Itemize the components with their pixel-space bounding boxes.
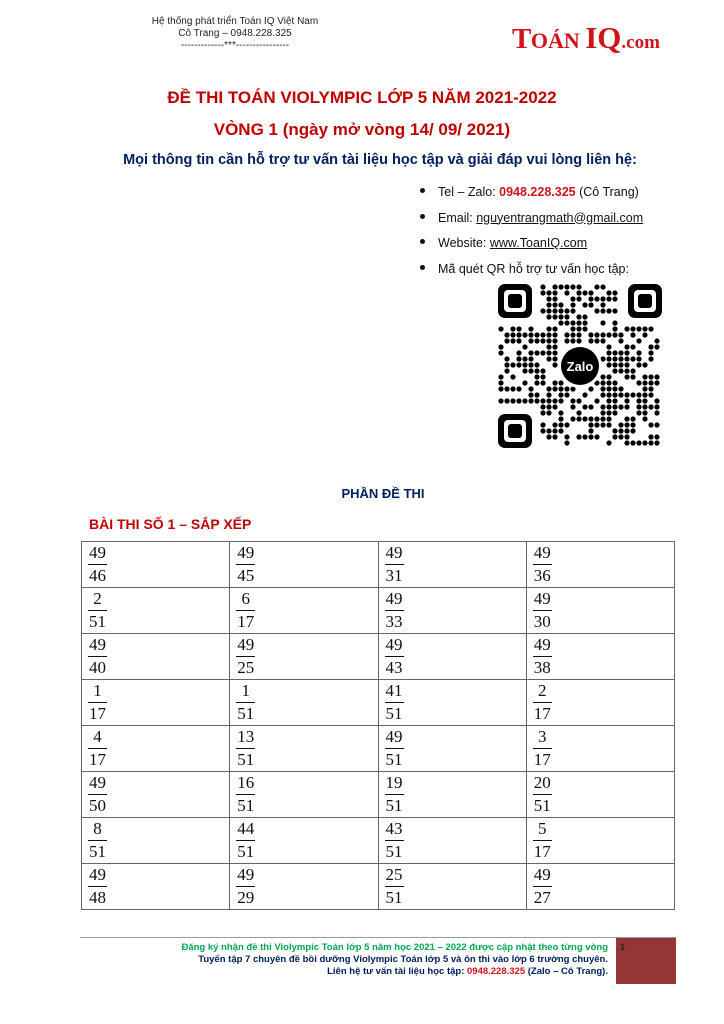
fraction	[88, 590, 107, 631]
fraction-cell[interactable]	[378, 818, 526, 864]
fraction	[385, 774, 404, 815]
exercise-title: BÀI THI SỐ 1 – SẮP XẾP	[89, 516, 252, 532]
fraction-cell[interactable]	[378, 680, 526, 726]
numerator: 25	[385, 865, 403, 884]
fraction-cell[interactable]	[526, 818, 674, 864]
fraction-cell[interactable]	[526, 542, 674, 588]
table-row	[82, 818, 675, 864]
denominator: 51	[237, 842, 255, 861]
numerator: 6	[241, 589, 250, 608]
denominator: 51	[385, 888, 403, 907]
fraction-cell[interactable]	[230, 588, 378, 634]
footer-line-1: Đăng ký nhận đề thi Violympic Toán lớp 5 năm học 2021 – 2022 được cập nhật theo từng vòng	[181, 942, 608, 953]
numerator: 43	[385, 819, 403, 838]
numerator: 41	[385, 681, 403, 700]
header-org-name: Hệ thống phát triển Toán IQ Việt Nam	[151, 16, 319, 27]
fraction-cell[interactable]	[82, 588, 230, 634]
toaniq-logo: TOÁN IQ.com	[512, 20, 660, 55]
fraction	[533, 682, 552, 723]
fraction-cell[interactable]	[526, 634, 674, 680]
denominator: 51	[89, 612, 106, 631]
fraction	[533, 544, 552, 585]
denominator: 51	[237, 796, 255, 815]
email-link[interactable]: nguyentrangmath@gmail.com	[476, 210, 644, 225]
fraction-bar	[88, 794, 107, 795]
numerator: 49	[385, 543, 403, 562]
fraction-bar	[385, 794, 404, 795]
bullet-icon	[420, 239, 425, 244]
fraction	[88, 820, 107, 861]
denominator: 29	[237, 888, 255, 907]
denominator: 38	[533, 658, 551, 677]
fraction-cell[interactable]	[230, 634, 378, 680]
denominator: 40	[89, 658, 106, 677]
denominator: 51	[237, 704, 255, 723]
fraction-bar	[236, 794, 255, 795]
fraction	[236, 682, 255, 723]
numerator: 20	[533, 773, 551, 792]
denominator: 51	[385, 750, 403, 769]
fraction-bar	[236, 886, 255, 887]
fraction-bar	[88, 656, 107, 657]
fraction-cell[interactable]	[526, 726, 674, 772]
fraction-bar	[533, 794, 552, 795]
bullet-icon	[420, 214, 425, 219]
fraction	[88, 774, 107, 815]
fraction	[533, 590, 552, 631]
numerator: 49	[237, 543, 255, 562]
denominator: 48	[89, 888, 106, 907]
denominator: 51	[533, 796, 551, 815]
numerator: 49	[533, 865, 551, 884]
footer-line-3: Liên hệ tư vấn tài liệu học tập: 0948.228.325 (Zalo – Cô Trang).	[327, 966, 608, 977]
fraction	[385, 544, 404, 585]
fraction-bar	[236, 748, 255, 749]
fraction	[236, 728, 255, 769]
fraction-bar	[385, 564, 404, 565]
numerator: 49	[89, 543, 106, 562]
contact-list	[420, 182, 643, 284]
denominator: 17	[533, 750, 551, 769]
fraction	[88, 636, 107, 677]
fraction-bar	[88, 702, 107, 703]
contact-qr: Mã quét QR hỗ trợ tư vấn học tập:	[420, 259, 643, 285]
numerator: 3	[538, 727, 547, 746]
website-link[interactable]: www.ToanIQ.com	[489, 236, 588, 250]
fraction-bar	[236, 702, 255, 703]
footer-divider	[80, 937, 676, 938]
fraction	[533, 636, 552, 677]
fraction	[236, 774, 255, 815]
numerator: 1	[93, 681, 102, 700]
denominator: 17	[237, 612, 255, 631]
fraction-bar	[533, 564, 552, 565]
fraction-bar	[88, 840, 107, 841]
fraction-bar	[385, 748, 404, 749]
numerator: 5	[538, 819, 547, 838]
denominator: 33	[385, 612, 403, 631]
numerator: 2	[538, 681, 547, 700]
denominator: 17	[89, 750, 106, 769]
header-contact: Cô Trang – 0948.228.325	[178, 28, 292, 39]
fraction	[88, 728, 107, 769]
fraction-bar	[236, 610, 255, 611]
fraction	[236, 636, 255, 677]
denominator: 25	[237, 658, 255, 677]
fraction-cell[interactable]	[378, 772, 526, 818]
contact-tel: Tel – Zalo: 0948.228.325 (Cô Trang)	[420, 182, 643, 208]
fraction	[236, 590, 255, 631]
fraction-bar	[385, 886, 404, 887]
denominator: 27	[533, 888, 551, 907]
fraction-cell[interactable]	[82, 726, 230, 772]
fraction-cell[interactable]	[526, 772, 674, 818]
table-row	[82, 680, 675, 726]
fraction	[533, 820, 552, 861]
fraction-cell[interactable]	[378, 726, 526, 772]
fraction	[236, 544, 255, 585]
fraction-bar	[88, 748, 107, 749]
numerator: 2	[93, 589, 102, 608]
numerator: 13	[237, 727, 255, 746]
header-separator: -------------***----------------	[180, 40, 290, 51]
fraction	[236, 820, 255, 861]
denominator: 51	[385, 842, 403, 861]
fraction-bar	[385, 610, 404, 611]
fraction-cell[interactable]	[378, 588, 526, 634]
table-row	[82, 864, 675, 910]
table-row	[82, 542, 675, 588]
section-title: PHẦN ĐỀ THI	[341, 486, 425, 501]
fraction-bar	[533, 656, 552, 657]
denominator: 43	[385, 658, 403, 677]
fraction-cell[interactable]	[378, 542, 526, 588]
fraction	[385, 728, 404, 769]
fraction-bar	[236, 564, 255, 565]
fraction	[88, 544, 107, 585]
fraction	[88, 866, 107, 907]
denominator: 30	[533, 612, 551, 631]
fraction-cell[interactable]	[82, 680, 230, 726]
fraction-bar	[88, 610, 107, 611]
exam-title: ĐỀ THI TOÁN VIOLYMPIC LỚP 5 NĂM 2021-2022	[167, 88, 557, 107]
numerator: 49	[533, 543, 551, 562]
fraction-cell[interactable]	[82, 864, 230, 910]
bullet-icon	[420, 265, 425, 270]
qr-zalo-label: Zalo	[566, 359, 594, 374]
numerator: 49	[533, 635, 551, 654]
footer	[80, 942, 608, 978]
fraction-cell[interactable]	[82, 634, 230, 680]
fraction	[88, 682, 107, 723]
table-row	[82, 772, 675, 818]
zalo-qr-code	[498, 284, 662, 448]
numerator: 19	[385, 773, 403, 792]
denominator: 51	[385, 704, 403, 723]
numerator: 49	[237, 865, 255, 884]
fraction	[385, 636, 404, 677]
denominator: 17	[533, 704, 551, 723]
fraction-bar	[236, 840, 255, 841]
fraction-cell[interactable]	[82, 818, 230, 864]
fraction-cell[interactable]	[230, 772, 378, 818]
fraction-bar	[385, 702, 404, 703]
numerator: 49	[89, 635, 106, 654]
numerator: 16	[237, 773, 255, 792]
fraction-cell[interactable]	[230, 680, 378, 726]
fraction	[236, 866, 255, 907]
bullet-icon	[420, 188, 425, 193]
fraction-bar	[533, 610, 552, 611]
numerator: 49	[385, 635, 403, 654]
numerator: 1	[241, 681, 250, 700]
fraction-cell[interactable]	[230, 864, 378, 910]
denominator: 45	[237, 566, 255, 585]
numerator: 4	[93, 727, 102, 746]
table-row	[82, 726, 675, 772]
fraction-table	[81, 541, 675, 910]
denominator: 17	[533, 842, 551, 861]
fraction-cell[interactable]	[378, 864, 526, 910]
fraction-bar	[88, 886, 107, 887]
contact-email: Email: nguyentrangmath@gmail.com	[420, 208, 643, 234]
fraction-bar	[236, 656, 255, 657]
table-row	[82, 588, 675, 634]
fraction-cell[interactable]	[82, 772, 230, 818]
page-number: 1	[620, 942, 626, 952]
denominator: 31	[385, 566, 403, 585]
fraction-cell[interactable]	[230, 726, 378, 772]
fraction-cell[interactable]	[378, 634, 526, 680]
fraction	[533, 774, 552, 815]
fraction-bar	[385, 656, 404, 657]
fraction-cell[interactable]	[526, 680, 674, 726]
denominator: 50	[89, 796, 106, 815]
denominator: 51	[385, 796, 403, 815]
fraction	[533, 728, 552, 769]
numerator: 49	[385, 727, 403, 746]
contact-website: Website: www.ToanIQ.com	[420, 233, 643, 259]
denominator: 17	[89, 704, 106, 723]
fraction-cell[interactable]	[230, 818, 378, 864]
fraction-bar	[385, 840, 404, 841]
numerator: 49	[385, 589, 403, 608]
numerator: 8	[93, 819, 102, 838]
fraction-bar	[88, 564, 107, 565]
fraction-cell[interactable]	[230, 542, 378, 588]
fraction-cell[interactable]	[526, 864, 674, 910]
denominator: 51	[89, 842, 106, 861]
page-number-box	[616, 938, 676, 984]
fraction-bar	[533, 886, 552, 887]
fraction-cell[interactable]	[82, 542, 230, 588]
fraction-cell[interactable]	[526, 588, 674, 634]
fraction-bar	[533, 748, 552, 749]
table-row	[82, 634, 675, 680]
numerator: 49	[533, 589, 551, 608]
contact-intro: Mọi thông tin cần hỗ trợ tư vấn tài liệu học tập và giải đáp vui lòng liên hệ:	[123, 152, 637, 168]
fraction	[533, 866, 552, 907]
fraction	[385, 866, 404, 907]
fraction	[385, 820, 404, 861]
numerator: 49	[89, 865, 106, 884]
fraction-bar	[533, 840, 552, 841]
numerator: 49	[237, 635, 255, 654]
header-org	[120, 16, 350, 52]
fraction	[385, 682, 404, 723]
denominator: 51	[237, 750, 255, 769]
numerator: 49	[89, 773, 106, 792]
denominator: 36	[533, 566, 551, 585]
exam-round: VÒNG 1 (ngày mở vòng 14/ 09/ 2021)	[213, 120, 511, 139]
denominator: 46	[89, 566, 106, 585]
numerator: 44	[237, 819, 255, 838]
footer-line-2: Tuyển tập 7 chuyên đề bồi dưỡng Violympic Toán lớp 5 và ôn thi vào lớp 6 trường chuyên.	[198, 954, 608, 965]
fraction-bar	[533, 702, 552, 703]
fraction	[385, 590, 404, 631]
